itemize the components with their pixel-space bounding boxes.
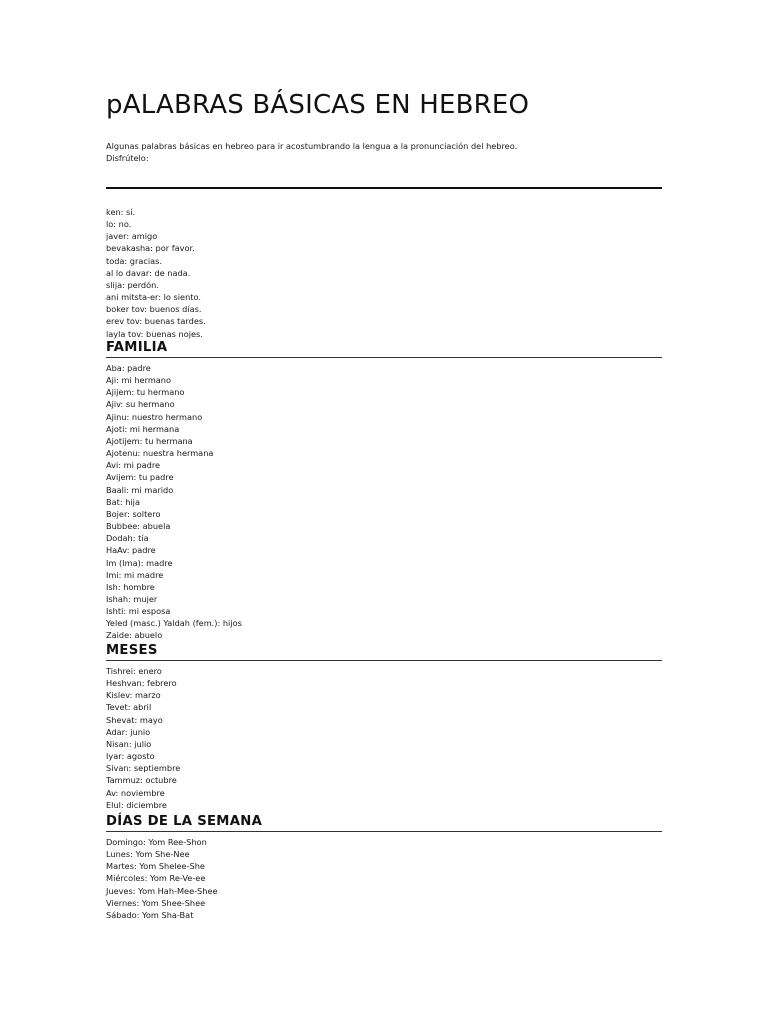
vocab-entry: erev tov: buenas tardes. [106, 316, 206, 327]
vocab-entry: Aba: padre [106, 363, 151, 373]
vocab-entry: Aji: mi hermano [106, 375, 172, 386]
vocab-entry: Ajijem: tu hermano [106, 387, 185, 398]
vocab-entry: Ajotijem: tu hermana [106, 435, 193, 446]
vocab-entry: lo: no. [106, 219, 132, 230]
section-dias [106, 814, 662, 921]
vocab-entry: bevakasha: por favor. [106, 243, 195, 254]
intro-paragraph [106, 141, 662, 164]
vocab-entry: Kislev: marzo [106, 690, 161, 701]
meses-list [106, 665, 662, 811]
intro-line: Disfrútelo: [106, 152, 149, 163]
vocab-entry: Domingo: Yom Ree-Shon [106, 837, 207, 847]
section-heading: DÍAS DE LA SEMANA [106, 814, 263, 829]
vocab-entry: boker tov: buenos días. [106, 304, 202, 315]
vocab-entry: slija: perdón. [106, 279, 159, 290]
vocab-entry: Heshvan: febrero [106, 678, 177, 689]
vocab-entry: Bojer: soltero [106, 508, 161, 519]
vocab-entry: Martes: Yom Shelee-She [106, 861, 205, 872]
vocab-entry: Im (Ima): madre [106, 557, 173, 568]
vocab-entry: Shevat: mayo [106, 714, 163, 725]
title-divider [106, 187, 662, 189]
vocab-entry: Lunes: Yom She-Nee [106, 849, 190, 860]
vocab-entry: Sivan: septiembre [106, 763, 181, 774]
section-divider [106, 357, 662, 358]
vocab-entry: Ajotenu: nuestra hermana [106, 448, 214, 459]
vocab-entry: Tammuz: octubre [106, 775, 177, 786]
vocab-entry: Dodah: tía [106, 533, 149, 544]
vocab-entry: Ish: hombre [106, 581, 155, 592]
intro-line: Algunas palabras básicas en hebreo para ir acostumbrando la lengua a la pronunciación del hebreo. [106, 141, 518, 151]
vocab-entry: Miércoles: Yom Re-Ve-ee [106, 873, 206, 884]
vocab-entry: ken: sí. [106, 207, 136, 217]
vocab-entry: al lo davar: de nada. [106, 267, 191, 278]
vocab-entry: layla tov: buenas nojes. [106, 328, 203, 339]
vocab-entry: Ajoti: mi hermana [106, 423, 180, 434]
vocab-entry: Ajinu: nuestro hermano [106, 411, 203, 422]
vocab-entry: Ishah: mujer [106, 593, 158, 604]
familia-list [106, 362, 662, 642]
vocab-entry: HaAv: padre [106, 545, 156, 556]
vocab-entry: Zaide: abuelo [106, 630, 163, 641]
section-heading: MESES [106, 643, 158, 658]
vocab-entry: Jueves: Yom Hah-Mee-Shee [106, 885, 218, 896]
vocab-entry: Adar: junio [106, 726, 151, 737]
vocab-entry: Tevet: abril [106, 702, 152, 713]
vocab-entry: Nisan: julio [106, 738, 152, 749]
vocab-entry: Elul: diciembre [106, 799, 167, 810]
vocab-entry: Sábado: Yom Sha-Bat [106, 909, 194, 920]
vocab-entry: Imi: mi madre [106, 569, 164, 580]
page-title: pALABRAS BÁSICAS EN HEBREO [106, 90, 530, 120]
vocab-entry: toda: gracias. [106, 255, 163, 266]
vocab-entry: Viernes: Yom Shee-Shee [106, 897, 206, 908]
section-divider [106, 831, 662, 832]
vocab-entry: ani mitsta-er: lo siento. [106, 292, 201, 303]
vocab-entry: Baali: mi marido [106, 484, 174, 495]
section-heading: FAMILIA [106, 340, 168, 355]
section-familia [106, 340, 662, 642]
vocab-entry: Avi: mi padre [106, 460, 161, 471]
vocab-entry: javer: amigo [106, 231, 158, 242]
vocab-entry: Ajiv: su hermano [106, 399, 175, 410]
vocab-entry: Ishti: mi esposa [106, 606, 171, 617]
vocab-entry: Bubbee: abuela [106, 521, 171, 532]
section-divider [106, 660, 662, 661]
vocab-entry: Tishrei: enero [106, 666, 162, 676]
vocab-entry: Bat: hija [106, 496, 140, 507]
vocab-entry: Iyar: agosto [106, 751, 155, 762]
vocab-entry: Av: noviembre [106, 787, 165, 798]
vocab-entry: Avijem: tu padre [106, 472, 174, 483]
basic-words-list [106, 206, 662, 340]
dias-list [106, 836, 662, 921]
section-meses [106, 643, 662, 811]
vocab-entry: Yeled (masc.) Yaldah (fem.): hijos [106, 618, 242, 629]
